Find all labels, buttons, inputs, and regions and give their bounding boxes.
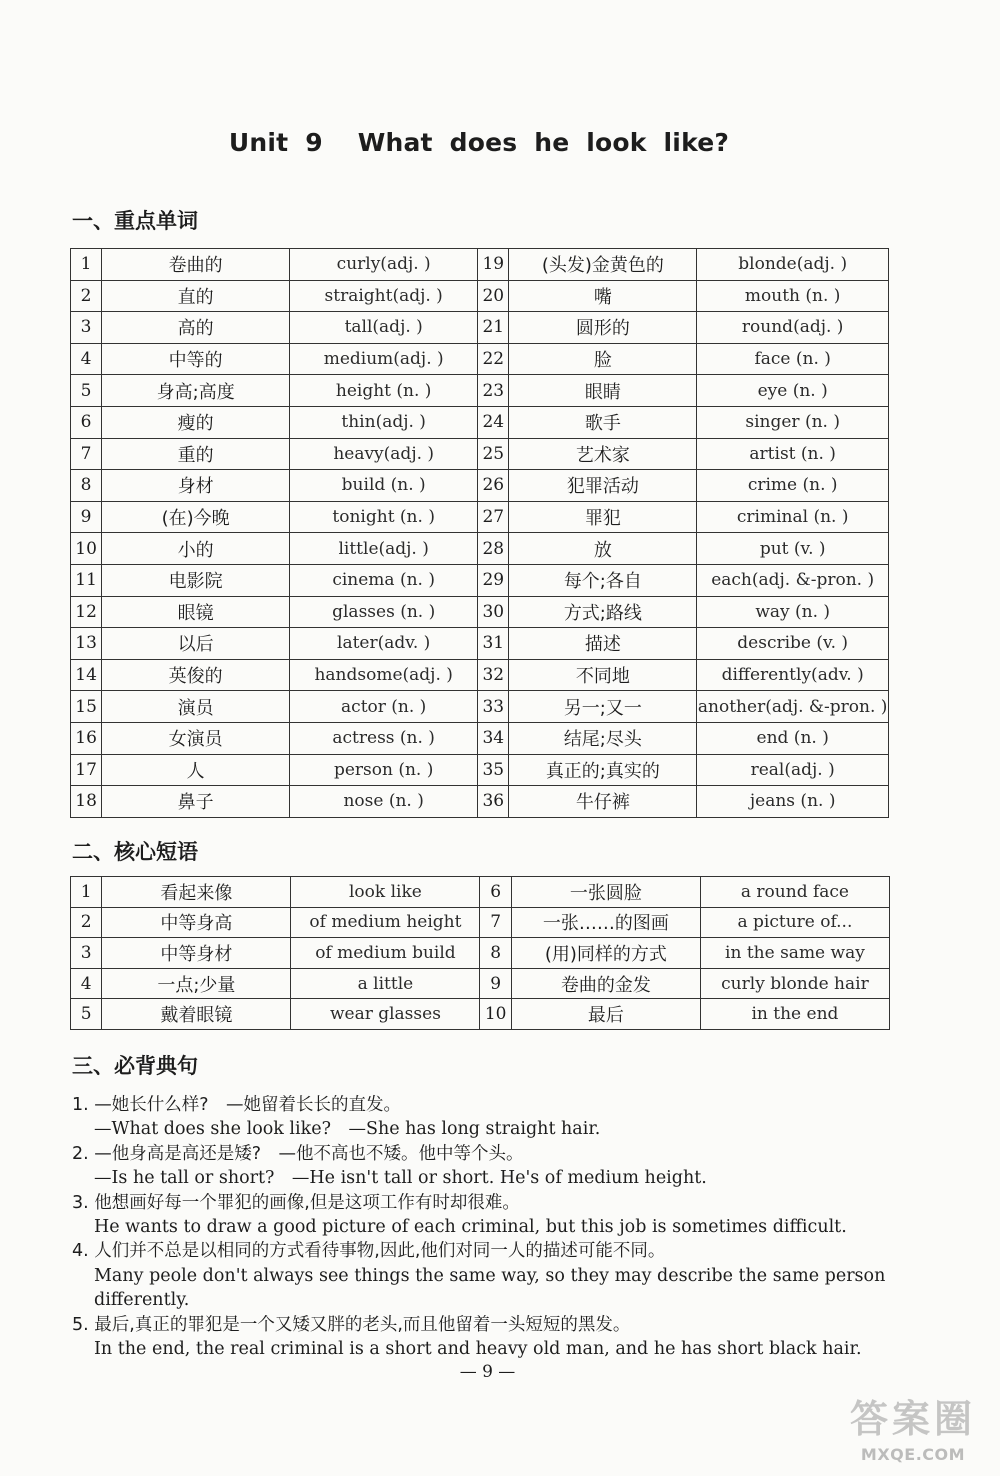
english-cell: look like — [291, 877, 480, 908]
chinese-cell: 描述 — [509, 628, 697, 660]
english-cell: round(adj. ) — [697, 312, 889, 344]
chinese-cell: 犯罪活动 — [509, 470, 697, 502]
english-cell: a little — [291, 968, 480, 999]
index-cell: 6 — [71, 406, 102, 438]
english-cell: eye (n. ) — [697, 375, 889, 407]
english-cell: mouth (n. ) — [697, 280, 889, 312]
sentence-english: In the end, the real criminal is a short and heavy old man, and he has short black hair. — [94, 1339, 862, 1360]
english-cell: glasses (n. ) — [290, 596, 478, 628]
english-cell: end (n. ) — [697, 722, 889, 754]
index-cell: 34 — [478, 722, 509, 754]
chinese-cell: 小的 — [102, 533, 290, 565]
english-cell: artist (n. ) — [697, 438, 889, 470]
page-title — [0, 128, 958, 157]
section-heading-sentences: 三、必背典句 — [72, 1054, 198, 1078]
english-cell: describe (v. ) — [697, 628, 889, 660]
english-cell: little(adj. ) — [290, 533, 478, 565]
index-cell: 20 — [478, 280, 509, 312]
index-cell: 15 — [71, 691, 102, 723]
vocab-row — [71, 501, 889, 533]
vocab-row — [71, 249, 889, 281]
vocab-row — [71, 564, 889, 596]
chinese-cell: 一张……的图画 — [511, 907, 700, 938]
chinese-cell: 每个;各自 — [509, 564, 697, 596]
vocab-row — [71, 786, 889, 818]
chinese-cell: 电影院 — [102, 564, 290, 596]
english-cell: jeans (n. ) — [697, 786, 889, 818]
vocab-row — [71, 596, 889, 628]
chinese-cell: 一点;少量 — [102, 968, 291, 999]
english-cell: tall(adj. ) — [290, 312, 478, 344]
index-cell: 12 — [71, 596, 102, 628]
english-cell: another(adj. &-pron. ) — [697, 691, 889, 723]
chinese-cell: 看起来像 — [102, 877, 291, 908]
english-cell: way (n. ) — [697, 596, 889, 628]
english-cell: handsome(adj. ) — [290, 659, 478, 691]
index-cell: 13 — [71, 628, 102, 660]
chinese-cell: 卷曲的金发 — [511, 968, 700, 999]
phrases-table — [70, 876, 890, 1030]
index-cell: 17 — [71, 754, 102, 786]
index-cell: 7 — [480, 907, 511, 938]
vocab-row — [71, 533, 889, 565]
index-cell: 10 — [480, 999, 511, 1030]
english-cell: a round face — [700, 877, 889, 908]
english-cell: wear glasses — [291, 999, 480, 1030]
index-cell: 4 — [71, 968, 102, 999]
index-cell: 5 — [71, 999, 102, 1030]
chinese-cell: 中等的 — [102, 343, 290, 375]
index-cell: 9 — [480, 968, 511, 999]
english-cell: medium(adj. ) — [290, 343, 478, 375]
index-cell: 10 — [71, 533, 102, 565]
index-cell: 1 — [71, 249, 102, 281]
index-cell: 2 — [71, 907, 102, 938]
english-cell: straight(adj. ) — [290, 280, 478, 312]
section-heading-vocab: 一、重点单词 — [72, 209, 198, 233]
index-cell: 14 — [71, 659, 102, 691]
index-cell: 33 — [478, 691, 509, 723]
index-cell: 24 — [478, 406, 509, 438]
section-heading-phrases: 二、核心短语 — [72, 840, 198, 864]
english-cell: tonight (n. ) — [290, 501, 478, 533]
english-cell: height (n. ) — [290, 375, 478, 407]
index-cell: 30 — [478, 596, 509, 628]
page-number: — 9 — — [459, 1362, 516, 1382]
index-cell: 7 — [71, 438, 102, 470]
index-cell: 2 — [71, 280, 102, 312]
english-cell: thin(adj. ) — [290, 406, 478, 438]
english-cell: a picture of... — [700, 907, 889, 938]
index-cell: 28 — [478, 533, 509, 565]
vocab-row — [71, 375, 889, 407]
index-cell: 11 — [71, 564, 102, 596]
chinese-cell: 中等身高 — [102, 907, 291, 938]
sentence-chinese: 4. 人们并不总是以相同的方式看待事物,因此,他们对同一人的描述可能不同。 — [72, 1241, 666, 1262]
index-cell: 32 — [478, 659, 509, 691]
index-cell: 36 — [478, 786, 509, 818]
chinese-cell: 结尾;尽头 — [509, 722, 697, 754]
chinese-cell: 真正的;真实的 — [509, 754, 697, 786]
index-cell: 16 — [71, 722, 102, 754]
chinese-cell: (用)同样的方式 — [511, 938, 700, 969]
chinese-cell: 眼镜 — [102, 596, 290, 628]
vocab-row — [71, 754, 889, 786]
phrase-row — [71, 968, 890, 999]
chinese-cell: 重的 — [102, 438, 290, 470]
vocab-row — [71, 343, 889, 375]
chinese-cell: 戴着眼镜 — [102, 999, 291, 1030]
sentence-list — [72, 1093, 902, 1361]
index-cell: 5 — [71, 375, 102, 407]
english-cell: each(adj. &-pron. ) — [697, 564, 889, 596]
sentence-chinese: 3. 他想画好每一个罪犯的画像,但是这项工作有时却很难。 — [72, 1192, 520, 1213]
index-cell: 25 — [478, 438, 509, 470]
chinese-cell: 歌手 — [509, 406, 697, 438]
phrase-row — [71, 999, 890, 1030]
english-cell: heavy(adj. ) — [290, 438, 478, 470]
chinese-cell: 不同地 — [509, 659, 697, 691]
index-cell: 26 — [478, 470, 509, 502]
index-cell: 3 — [71, 312, 102, 344]
sentence-english: —What does she look like? —She has long straight hair. — [94, 1119, 601, 1140]
english-cell: actor (n. ) — [290, 691, 478, 723]
vocab-row — [71, 659, 889, 691]
english-cell: nose (n. ) — [290, 786, 478, 818]
chinese-cell: 眼睛 — [509, 375, 697, 407]
vocab-row — [71, 406, 889, 438]
english-cell: differently(adv. ) — [697, 659, 889, 691]
index-cell: 29 — [478, 564, 509, 596]
unit-label: Unit 9 — [228, 128, 323, 157]
english-cell: put (v. ) — [697, 533, 889, 565]
chinese-cell: 放 — [509, 533, 697, 565]
english-cell: singer (n. ) — [697, 406, 889, 438]
phrase-row — [71, 938, 890, 969]
chinese-cell: 罪犯 — [509, 501, 697, 533]
phrase-row — [71, 877, 890, 908]
vocab-row — [71, 722, 889, 754]
watermark-url: MXQE.COM — [860, 1445, 966, 1464]
chinese-cell: 嘴 — [509, 280, 697, 312]
english-cell: cinema (n. ) — [290, 564, 478, 596]
sentence-chinese: 2. —他身高是高还是矮? —他不高也不矮。他中等个头。 — [72, 1143, 524, 1164]
english-cell: of medium height — [291, 907, 480, 938]
index-cell: 27 — [478, 501, 509, 533]
chinese-cell: 脸 — [509, 343, 697, 375]
index-cell: 9 — [71, 501, 102, 533]
index-cell: 21 — [478, 312, 509, 344]
english-cell: in the same way — [700, 938, 889, 969]
vocab-row — [71, 438, 889, 470]
english-cell: person (n. ) — [290, 754, 478, 786]
sentence-chinese: 5. 最后,真正的罪犯是一个又矮又胖的老头,而且他留着一头短短的黑发。 — [72, 1314, 631, 1335]
chinese-cell: 一张圆脸 — [511, 877, 700, 908]
chinese-cell: 另一;又一 — [509, 691, 697, 723]
sentence-english: He wants to draw a good picture of each criminal, but this job is sometimes difficult. — [94, 1217, 847, 1238]
vocab-row — [71, 470, 889, 502]
chinese-cell: (在)今晚 — [102, 501, 290, 533]
sentence-english: Many peole don't always see things the same way, so they may describe the same person differently. — [94, 1265, 886, 1311]
index-cell: 31 — [478, 628, 509, 660]
vocab-table — [70, 248, 889, 818]
sentence-item — [72, 1093, 902, 1142]
chinese-cell: 女演员 — [102, 722, 290, 754]
sentence-item — [72, 1191, 902, 1240]
index-cell: 8 — [71, 470, 102, 502]
index-cell: 23 — [478, 375, 509, 407]
unit-title: What does he look like? — [357, 128, 730, 157]
chinese-cell: 牛仔裤 — [509, 786, 697, 818]
english-cell: build (n. ) — [290, 470, 478, 502]
index-cell: 19 — [478, 249, 509, 281]
index-cell: 22 — [478, 343, 509, 375]
chinese-cell: 方式;路线 — [509, 596, 697, 628]
chinese-cell: 最后 — [511, 999, 700, 1030]
english-cell: curly(adj. ) — [290, 249, 478, 281]
chinese-cell: 身高;高度 — [102, 375, 290, 407]
english-cell: actress (n. ) — [290, 722, 478, 754]
index-cell: 6 — [480, 877, 511, 908]
chinese-cell: 演员 — [102, 691, 290, 723]
phrase-row — [71, 907, 890, 938]
chinese-cell: (头发)金黄色的 — [509, 249, 697, 281]
chinese-cell: 中等身材 — [102, 938, 291, 969]
chinese-cell: 以后 — [102, 628, 290, 660]
vocab-row — [71, 628, 889, 660]
chinese-cell: 瘦的 — [102, 406, 290, 438]
watermark-logo-mark: 答案圈 — [849, 1397, 976, 1441]
english-cell: criminal (n. ) — [697, 501, 889, 533]
sentence-chinese: 1. —她长什么样? —她留着长长的直发。 — [72, 1095, 402, 1115]
chinese-cell: 英俊的 — [102, 659, 290, 691]
sentence-item — [72, 1313, 902, 1362]
chinese-cell: 艺术家 — [509, 438, 697, 470]
chinese-cell: 鼻子 — [102, 786, 290, 818]
index-cell: 18 — [71, 786, 102, 818]
sentence-english: —Is he tall or short? —He isn't tall or short. He's of medium height. — [94, 1168, 707, 1189]
english-cell: later(adv. ) — [290, 628, 478, 660]
chinese-cell: 直的 — [102, 280, 290, 312]
english-cell: blonde(adj. ) — [697, 249, 889, 281]
chinese-cell: 身材 — [102, 470, 290, 502]
chinese-cell: 圆形的 — [509, 312, 697, 344]
vocab-row — [71, 691, 889, 723]
english-cell: face (n. ) — [697, 343, 889, 375]
vocab-row — [71, 280, 889, 312]
english-cell: of medium build — [291, 938, 480, 969]
index-cell: 1 — [71, 877, 102, 908]
index-cell: 8 — [480, 938, 511, 969]
chinese-cell: 高的 — [102, 312, 290, 344]
index-cell: 3 — [71, 938, 102, 969]
sentence-item — [72, 1239, 902, 1312]
sentence-item — [72, 1142, 902, 1191]
english-cell: real(adj. ) — [697, 754, 889, 786]
english-cell: in the end — [700, 999, 889, 1030]
index-cell: 4 — [71, 343, 102, 375]
index-cell: 35 — [478, 754, 509, 786]
chinese-cell: 卷曲的 — [102, 249, 290, 281]
english-cell: crime (n. ) — [697, 470, 889, 502]
chinese-cell: 人 — [102, 754, 290, 786]
english-cell: curly blonde hair — [700, 968, 889, 999]
vocab-row — [71, 312, 889, 344]
watermark-logo — [838, 1386, 988, 1470]
